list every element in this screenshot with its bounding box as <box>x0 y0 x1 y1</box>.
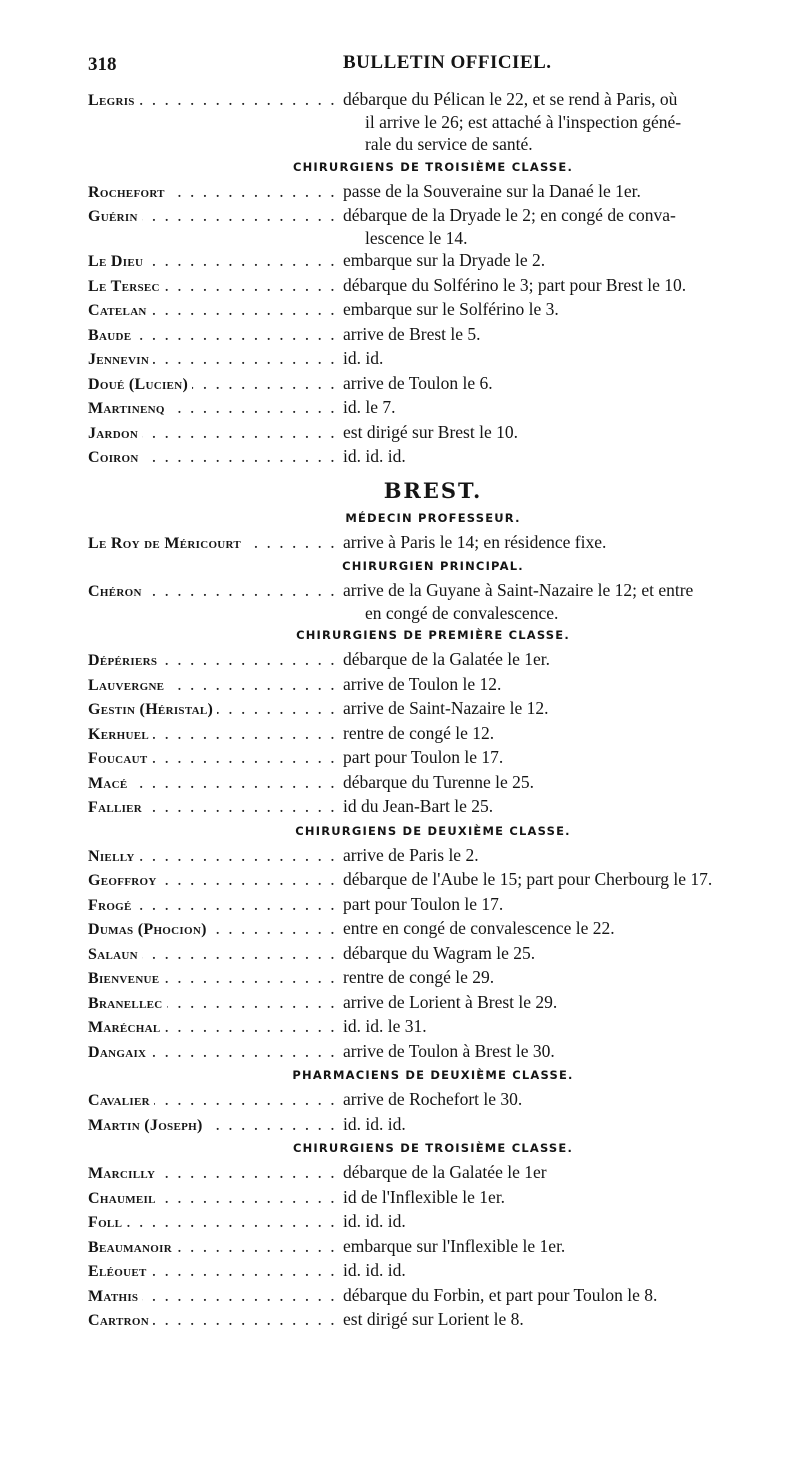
entry-name-cell <box>88 1088 343 1113</box>
entry-description <box>343 771 778 794</box>
entry-description <box>343 1040 778 1063</box>
entry-name: Cartron <box>88 1312 153 1329</box>
entry-name: Foucaut <box>88 750 152 767</box>
entry-line: id. id. le 31. <box>343 1016 427 1036</box>
entry-line: arrive de Brest le 5. <box>343 323 481 344</box>
entry-name: Rochefort <box>88 184 169 201</box>
register-entry <box>88 893 778 918</box>
entry-name-cell <box>88 722 343 747</box>
entry-line: rentre de congé le 12. <box>343 722 495 743</box>
entry-line: débarque du Turenne le 25. <box>343 771 535 792</box>
entry-line: débarque du Wagram le 25. <box>343 942 536 963</box>
entry-name-cell <box>88 1210 343 1235</box>
entry-description <box>343 421 778 444</box>
entry-line: arrive de Saint-Nazaire le 12. <box>343 698 549 718</box>
entry-name-cell <box>88 1284 343 1309</box>
entry-description <box>343 88 778 156</box>
entry-name: Coiron <box>88 449 143 466</box>
entry-name-cell <box>88 991 343 1016</box>
entry-line: id. id. id. <box>343 1211 406 1231</box>
entry-description <box>343 274 778 297</box>
entry-description <box>343 298 778 321</box>
entry-line: id. le 7. <box>343 397 396 417</box>
entry-name-cell <box>88 347 343 372</box>
register-entry <box>88 323 778 348</box>
entry-name: Geoffroy <box>88 872 161 889</box>
entry-line: est dirigé sur Brest le 10. <box>343 421 518 442</box>
register-entry <box>88 771 778 796</box>
entry-name: Eléouet <box>88 1263 151 1280</box>
entry-line: débarque de la Dryade le 2; en congé de conva- <box>343 205 676 225</box>
page-number: 318 <box>88 54 117 75</box>
entry-description <box>343 249 778 272</box>
entry-line: arrive de Toulon à Brest le 30. <box>343 1040 555 1061</box>
entry-name: Doué (Lucien) <box>88 376 192 393</box>
entry-name: Catelan <box>88 302 151 319</box>
entry-description <box>343 204 778 249</box>
entry-name: Foll <box>88 1214 126 1231</box>
entry-line: rale du service de santé. <box>365 134 533 154</box>
entry-name: Chaumeil <box>88 1190 160 1207</box>
register-entry <box>88 445 778 470</box>
entry-name: Dangaix <box>88 1044 150 1061</box>
entry-description <box>343 868 778 891</box>
entry-name-cell <box>88 844 343 869</box>
entry-name: Martinenq <box>88 400 169 417</box>
entry-name-cell <box>88 966 343 991</box>
entry-line: arrive à Paris le 14; en résidence fixe. <box>343 531 607 552</box>
entry-description <box>343 1308 778 1331</box>
entry-name-cell <box>88 771 343 796</box>
entry-line: id de l'Inflexible le 1er. <box>343 1186 506 1207</box>
entry-name-cell <box>88 396 343 421</box>
entry-name: Jardon <box>88 425 142 442</box>
entry-name: Salaun <box>88 946 142 963</box>
entry-description <box>343 1235 778 1258</box>
entry-line: id. id. <box>343 348 384 368</box>
register-entry <box>88 1259 778 1284</box>
entry-description <box>343 180 778 203</box>
register-entry <box>88 648 778 673</box>
grade-heading: MÉDECIN PROFESSEUR. <box>345 510 521 525</box>
entry-line: arrive de Paris le 2. <box>343 844 479 865</box>
register-entry <box>88 1235 778 1260</box>
entry-name-cell <box>88 795 343 820</box>
register-entry <box>88 991 778 1016</box>
entry-name-cell <box>88 893 343 918</box>
grade-heading: PHARMACIENS DE DEUXIÈME CLASSE. <box>292 1068 574 1082</box>
entry-line: arrive de Toulon le 6. <box>343 372 493 393</box>
entry-description <box>343 673 778 696</box>
entry-name-cell <box>88 421 343 446</box>
entry-description <box>343 795 778 818</box>
entry-description <box>343 844 778 867</box>
document-body <box>88 88 778 1333</box>
entry-name-cell <box>88 531 343 556</box>
register-entry <box>88 868 778 893</box>
entry-name-cell <box>88 868 343 893</box>
entry-name-cell <box>88 274 343 299</box>
entry-name-cell <box>88 1015 343 1040</box>
entry-name-cell <box>88 1161 343 1186</box>
register-entry <box>88 204 778 249</box>
entry-description <box>343 445 778 468</box>
entry-description <box>343 1210 778 1233</box>
entry-description <box>343 1088 778 1111</box>
register-entry <box>88 722 778 747</box>
entry-name: Le Roy de Méricourt <box>88 535 245 552</box>
entry-line: il arrive le 26; est attaché à l'inspection géné- <box>365 111 682 132</box>
register-entry <box>88 249 778 274</box>
register-entry <box>88 180 778 205</box>
entry-name: Nielly <box>88 848 139 865</box>
entry-description <box>343 531 778 554</box>
entry-line: part pour Toulon le 17. <box>343 747 504 767</box>
entry-name: Le Tersec <box>88 278 164 295</box>
entry-description <box>343 396 778 419</box>
entry-description <box>343 372 778 395</box>
entry-line: débarque de la Galatée le 1er. <box>343 649 550 669</box>
entry-name: Jennevin <box>88 351 153 368</box>
register-entry <box>88 966 778 991</box>
entry-name-cell <box>88 1259 343 1284</box>
entry-name: Guérin <box>88 208 142 225</box>
entry-description <box>343 942 778 965</box>
entry-line: rentre de congé le 29. <box>343 967 495 987</box>
entry-name-cell <box>88 180 343 205</box>
register-entry <box>88 372 778 397</box>
entry-description <box>343 579 778 624</box>
entry-name: Marcilly <box>88 1165 159 1182</box>
entry-line: en congé de convalescence. <box>365 602 559 623</box>
entry-name-cell <box>88 1308 343 1333</box>
entry-name: Martin (Joseph) <box>88 1117 207 1134</box>
entry-name: Chéron <box>88 583 146 600</box>
register-entry <box>88 531 778 556</box>
document-page <box>88 50 778 1333</box>
entry-name-cell <box>88 372 343 397</box>
entry-line: id. id. id. <box>343 1260 406 1280</box>
entry-line: arrive de Rochefort le 30. <box>343 1089 523 1109</box>
entry-name-cell <box>88 942 343 967</box>
register-entry <box>88 274 778 299</box>
entry-name-cell <box>88 648 343 673</box>
register-entry <box>88 579 778 624</box>
register-entry <box>88 396 778 421</box>
section-title: BREST. <box>383 477 483 503</box>
register-entry <box>88 347 778 372</box>
entry-name: Legris <box>88 92 139 109</box>
entry-name-cell <box>88 204 343 229</box>
register-entry <box>88 1161 778 1186</box>
entry-name-cell <box>88 1186 343 1211</box>
entry-line: passe de la Souveraine sur la Danaé le 1er. <box>343 180 641 201</box>
entry-name: Macé <box>88 775 132 792</box>
entry-name-cell <box>88 579 343 604</box>
entry-description <box>343 991 778 1014</box>
entry-line: est dirigé sur Lorient le 8. <box>343 1309 524 1329</box>
register-entry <box>88 844 778 869</box>
entry-name-cell <box>88 697 343 722</box>
entry-name-cell <box>88 1040 343 1065</box>
entry-line: embarque sur l'Inflexible le 1er. <box>343 1235 566 1256</box>
entry-line: part pour Toulon le 17. <box>343 893 504 914</box>
entry-name: Branellec <box>88 995 167 1012</box>
entry-name: Gestin (Héristal) <box>88 701 217 718</box>
register-entry <box>88 1040 778 1065</box>
entry-name-cell <box>88 298 343 323</box>
entry-name-cell <box>88 445 343 470</box>
entry-description <box>343 917 778 940</box>
entry-description <box>343 347 778 370</box>
entry-description <box>343 966 778 989</box>
entry-line: arrive de la Guyane à Saint-Nazaire le 12; et entre <box>343 580 694 600</box>
running-head: BULLETIN OFFICIEL. <box>343 52 552 73</box>
entry-line: arrive de Lorient à Brest le 29. <box>343 991 558 1012</box>
grade-heading: CHIRURGIEN PRINCIPAL. <box>342 559 524 573</box>
entry-description <box>343 1113 778 1136</box>
entry-name-cell <box>88 323 343 348</box>
entry-name: Lauvergne <box>88 677 168 694</box>
entry-name-cell <box>88 673 343 698</box>
grade-heading: CHIRURGIENS DE DEUXIÈME CLASSE. <box>295 823 571 838</box>
entry-name: Kerhuel <box>88 726 153 743</box>
entry-description <box>343 746 778 769</box>
entry-name: Mathis <box>88 1288 142 1305</box>
register-entry <box>88 1308 778 1333</box>
entry-description <box>343 697 778 720</box>
entry-name: Frogé <box>88 897 136 914</box>
entry-line: arrive de Toulon le 12. <box>343 673 502 694</box>
register-entry <box>88 1015 778 1040</box>
register-entry <box>88 746 778 771</box>
register-entry <box>88 88 778 156</box>
register-entry <box>88 1088 778 1113</box>
entry-line: id. id. id. <box>343 446 406 466</box>
entry-name-cell <box>88 1113 343 1138</box>
entry-line: débarque du Solférino le 3; part pour Brest le 10. <box>343 274 687 295</box>
register-entry <box>88 1186 778 1211</box>
register-entry <box>88 421 778 446</box>
entry-description <box>343 1186 778 1209</box>
entry-name: Cavalier <box>88 1092 154 1109</box>
register-entry <box>88 1113 778 1138</box>
entry-line: entre en congé de convalescence le 22. <box>343 918 615 938</box>
grade-heading: CHIRURGIENS DE TROISIÈME CLASSE. <box>292 1141 574 1155</box>
entry-name-cell <box>88 917 343 942</box>
entry-description <box>343 1161 778 1184</box>
entry-name: Beaumanoir <box>88 1239 176 1256</box>
entry-line: id. id. id. <box>343 1113 406 1134</box>
grade-heading: CHIRURGIENS DE PREMIÈRE CLASSE. <box>296 628 570 642</box>
grade-heading: CHIRURGIENS DE TROISIÈME CLASSE. <box>292 159 574 174</box>
entry-line: embarque sur la Dryade le 2. <box>343 250 546 270</box>
entry-description <box>343 1284 778 1307</box>
entry-name: Fallier <box>88 799 146 816</box>
entry-line: embarque sur le Solférino le 3. <box>343 299 559 319</box>
register-entry <box>88 1284 778 1309</box>
entry-line: lescence le 14. <box>365 227 468 248</box>
entry-name: Dépériers <box>88 652 161 669</box>
entry-name: Bienvenue <box>88 970 163 987</box>
entry-name-cell <box>88 249 343 274</box>
entry-description <box>343 1015 778 1038</box>
register-entry <box>88 673 778 698</box>
register-entry <box>88 917 778 942</box>
entry-name: Le Dieu <box>88 253 147 270</box>
entry-description <box>343 323 778 346</box>
entry-line: débarque de la Galatée le 1er <box>343 1162 547 1182</box>
entry-description <box>343 1259 778 1282</box>
entry-description <box>343 893 778 916</box>
entry-line: id du Jean-Bart le 25. <box>343 796 494 816</box>
entry-line: débarque du Pélican le 22, et se rend à Paris, où <box>343 89 678 109</box>
register-entry <box>88 1210 778 1235</box>
entry-name-cell <box>88 88 343 113</box>
entry-name-cell <box>88 1235 343 1260</box>
register-entry <box>88 697 778 722</box>
entry-name: Dumas (Phocion) <box>88 921 211 938</box>
entry-line: débarque de l'Aube le 15; part pour Cherbourg le 17. <box>343 869 713 889</box>
page-header <box>88 50 778 78</box>
register-entry <box>88 298 778 323</box>
entry-name-cell <box>88 746 343 771</box>
entry-name: Maréchal <box>88 1019 165 1036</box>
entry-description <box>343 722 778 745</box>
entry-line: débarque du Forbin, et part pour Toulon le 8. <box>343 1284 658 1305</box>
entry-description <box>343 648 778 671</box>
entry-name: Baude <box>88 327 135 344</box>
register-entry <box>88 942 778 967</box>
register-entry <box>88 795 778 820</box>
